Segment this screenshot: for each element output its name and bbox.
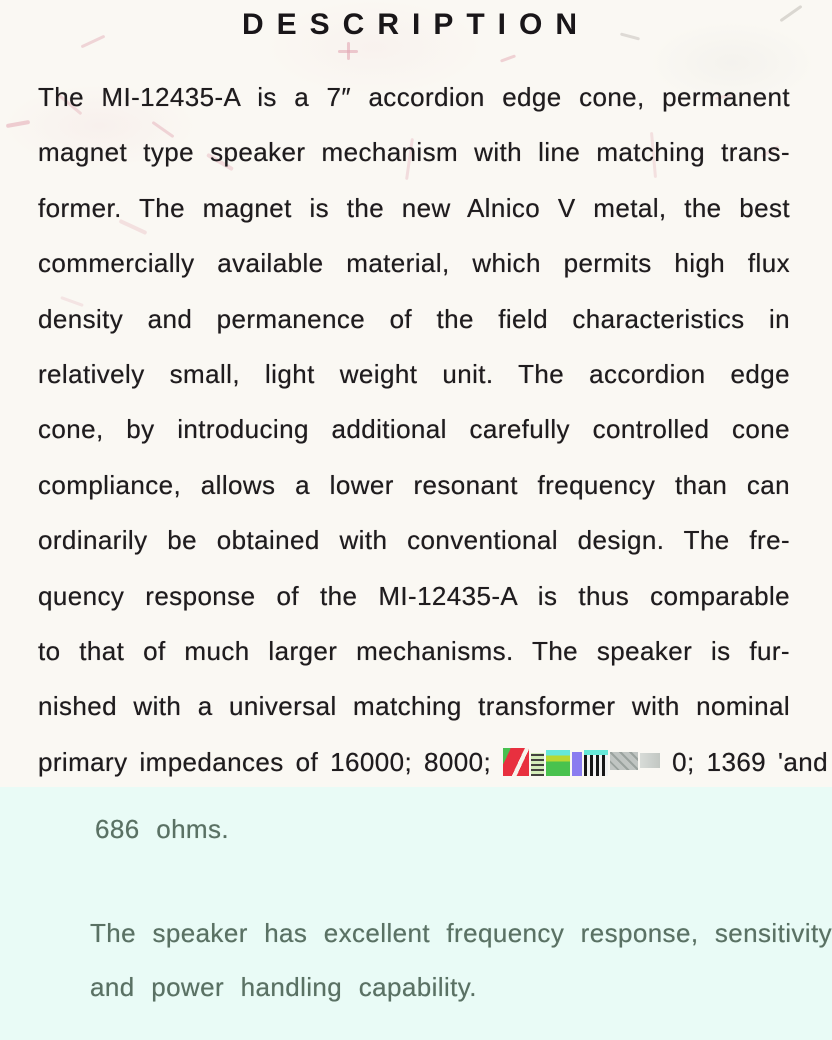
impedance-line-before: primary impedances of 16000; 8000; <box>38 746 492 777</box>
paragraph-2-line-1: The speaker has excellent frequency response, sensitivity <box>90 918 832 948</box>
scan-glitch-artifact <box>503 746 660 776</box>
impedance-line <box>38 735 828 790</box>
text-line: magnet type speaker mechanism with line matching trans- <box>38 137 790 168</box>
glitch-block <box>531 753 544 776</box>
text-line: nished with a universal matching transformer with nominal <box>38 691 790 722</box>
section-title: DESCRIPTION <box>241 8 591 41</box>
continuation-section <box>0 787 832 1040</box>
text-line: ordinarily be obtained with conventional design. The fre- <box>38 525 790 556</box>
paragraph-1 <box>38 70 828 790</box>
glitch-block <box>584 750 608 776</box>
text-line: compliance, allows a lower resonant frequency than can <box>38 469 790 500</box>
ohms-line: 686 ohms. <box>95 814 230 844</box>
text-line: to that of much larger mechanisms. The speaker is fur- <box>38 635 790 666</box>
paragraph-2-line-2: and power handling capability. <box>90 972 477 1002</box>
text-line: commercially available material, which permits high flux <box>38 248 790 279</box>
text-line: cone, by introducing additional carefully controlled cone <box>38 414 790 445</box>
text-line: former. The magnet is the new Alnico V metal, the best <box>38 192 790 223</box>
glitch-block <box>503 748 529 776</box>
text-line: relatively small, light weight unit. The accordion edge <box>38 358 790 389</box>
glitch-block <box>572 752 582 776</box>
pencil-mark <box>500 54 516 62</box>
glitch-block <box>640 753 660 768</box>
impedance-line-after: 0; 1369 'and <box>672 746 828 777</box>
pencil-mark <box>6 120 30 128</box>
glitch-block <box>546 750 570 776</box>
text-line: The MI-12435-A is a 7″ accordion edge cone, permanent <box>38 82 790 112</box>
text-line: density and permanence of the field characteristics in <box>38 303 790 334</box>
glitch-block <box>610 752 638 770</box>
text-line: quency response of the MI-12435-A is thus comparable <box>38 580 790 611</box>
pencil-mark <box>347 42 350 60</box>
